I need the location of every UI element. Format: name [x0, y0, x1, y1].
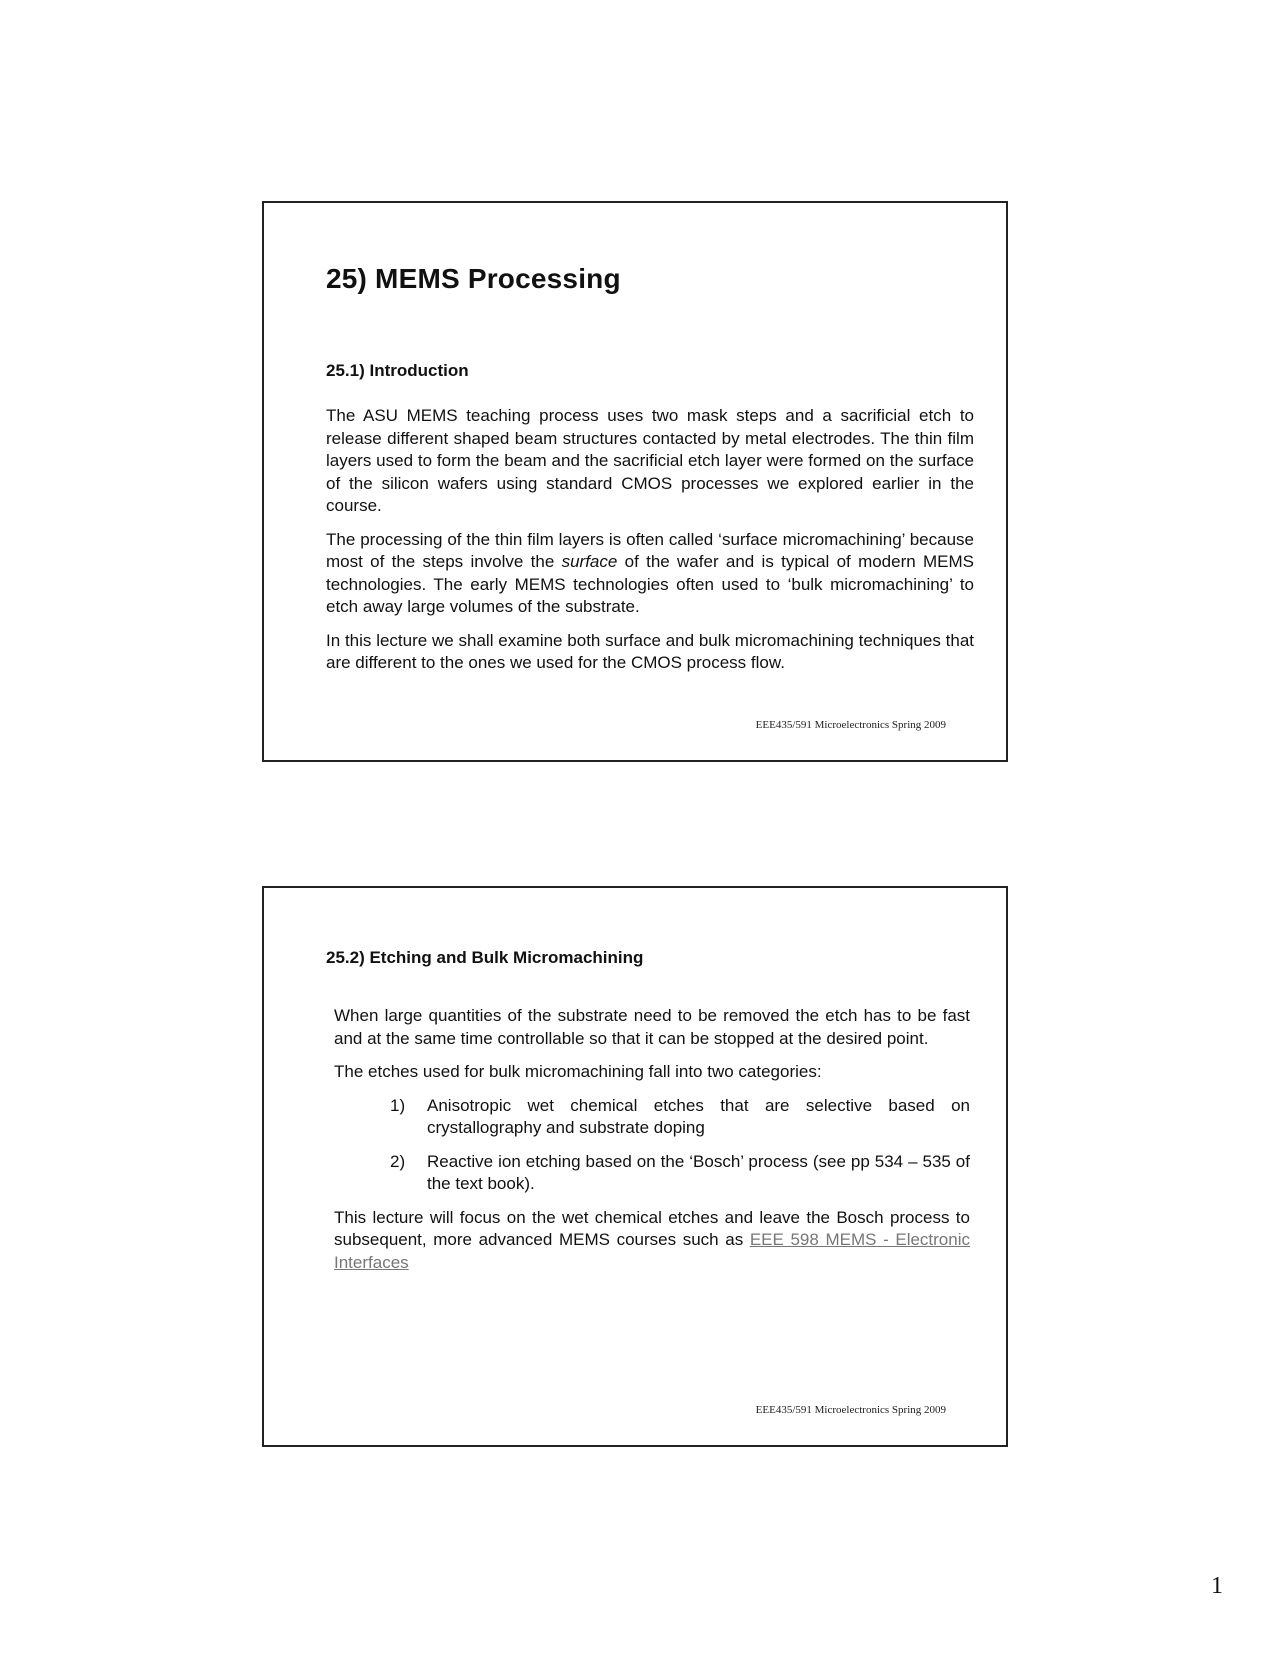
list-item — [390, 1151, 970, 1196]
paragraph: In this lecture we shall examine both surface and bulk micromachining techniques that are different to the ones we used for the CMOS process flow. — [326, 630, 974, 672]
slide-title: 25) MEMS Processing — [326, 263, 621, 294]
list-item — [390, 1095, 970, 1140]
list-text: Reactive ion etching based on the ‘Bosch’ process (see pp 534 – 535 of the text book). — [427, 1151, 970, 1193]
paragraph: The etches used for bulk micromachining fall into two categories: — [334, 1062, 822, 1081]
paragraph: When large quantities of the substrate need to be removed the etch has to be fast and at the same time controllable so that it can be stopped at the desired point. — [334, 1006, 970, 1048]
paragraph-text: The processing of the thin film layers is often called ‘surface micromachining’ because most of the steps involve the — [326, 529, 974, 571]
paragraph-text: of the wafer and is typical of modern MEMS technologies. The early MEMS technologies often used to ‘bulk micromachining’ to etch away large volumes of the substrate. — [326, 552, 974, 616]
emphasis-text: surface — [561, 552, 618, 571]
list-text: Anisotropic wet chemical etches that are selective based on crystallography and substrate doping — [427, 1095, 970, 1137]
list-number: 2) — [390, 1151, 406, 1171]
slide-footer: EEE435/591 Microelectronics Spring 2009 — [755, 1404, 946, 1416]
list-number: 1) — [390, 1095, 406, 1115]
paragraph — [326, 529, 974, 619]
course-link[interactable]: EEE 598 MEMS - Electronic Interfaces — [334, 1230, 970, 1272]
paragraph — [334, 1207, 970, 1275]
slide-body — [334, 1005, 970, 1285]
page-number: 1 — [1211, 1573, 1223, 1599]
slide-1 — [262, 201, 1008, 762]
paragraph-text: This lecture will focus on the wet chemical etches and leave the Bosch process to subsequent, more advanced MEMS courses such as — [334, 1207, 970, 1249]
etch-category-list — [334, 1095, 970, 1196]
paragraph: The ASU MEMS teaching process uses two mask steps and a sacrificial etch to release different shaped beam structures contacted by metal electrodes. The thin film layers used to form the beam and the sacrificial etch layer were formed on the surface of the silicon wafers using standard CMOS processes we explored earlier in the course. — [326, 406, 974, 515]
slide-footer: EEE435/591 Microelectronics Spring 2009 — [755, 719, 946, 731]
slide-body — [326, 405, 974, 686]
slide-2 — [262, 886, 1008, 1447]
section-heading: 25.1) Introduction — [326, 361, 469, 380]
section-heading: 25.2) Etching and Bulk Micromachining — [326, 948, 644, 967]
